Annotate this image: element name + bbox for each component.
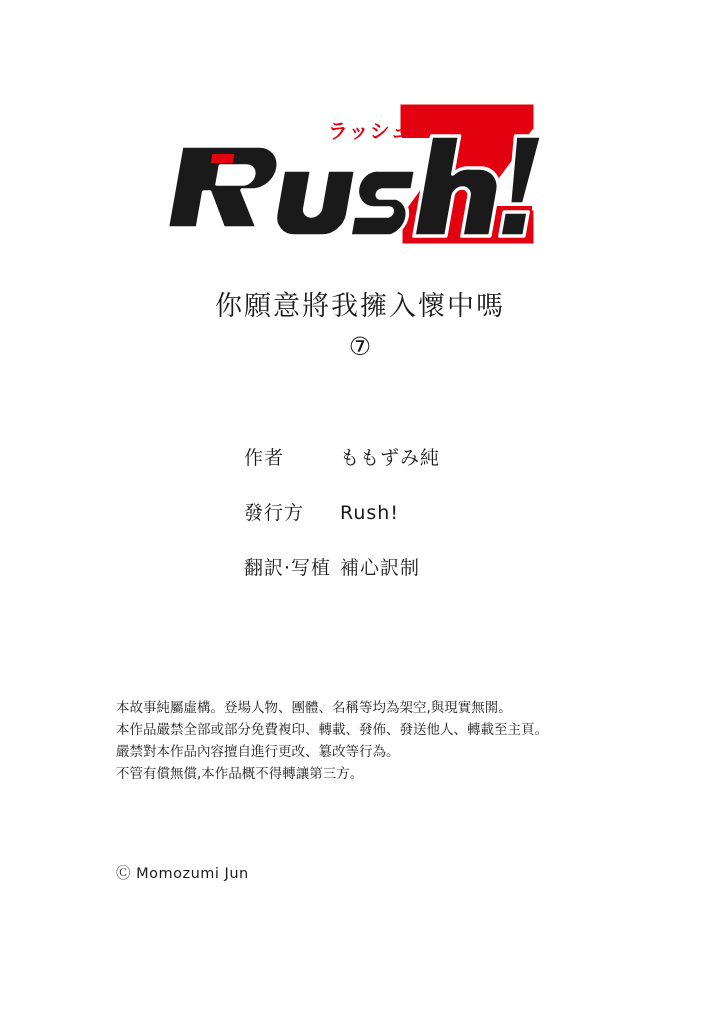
credit-label-translation: 翻訳·写植 xyxy=(244,557,332,579)
credit-row-author xyxy=(0,443,720,470)
credit-label-publisher: 發行方 xyxy=(244,502,305,524)
copyright-text: Ⓒ Momozumi Jun xyxy=(116,866,249,882)
katakana-text: ラッシュ xyxy=(328,119,412,143)
notice-line-3: 嚴禁對本作品內容擅自進行更改、簒改等行為。 xyxy=(116,743,400,760)
notice-line-2: 本作品嚴禁全部或部分免費複印、轉載、發佈、發送他人、轉載至主頁。 xyxy=(116,721,548,738)
credit-value-publisher: Rush! xyxy=(340,502,399,524)
credit-row-translation xyxy=(0,553,720,580)
notice-line-4: 不管有償無償,本作品概不得轉讓第三方。 xyxy=(116,765,364,782)
credits-list xyxy=(0,443,720,608)
volume-number: ⑦ xyxy=(348,331,372,361)
credit-row-publisher xyxy=(0,498,720,525)
legal-notice xyxy=(116,698,636,785)
credit-label-author: 作者 xyxy=(244,447,285,469)
credit-value-author: ももずみ純 xyxy=(340,447,441,469)
rush-z-logo xyxy=(0,88,720,258)
page-title: 你願意將我擁入懷中嗎 xyxy=(215,291,505,322)
rush-z-logo-graphic xyxy=(150,88,570,258)
title-block xyxy=(0,290,720,361)
notice-line-1: 本故事純屬虛構。登場人物、團體、名稱等均為架空,與現實無閞。 xyxy=(116,700,512,716)
credit-value-translation: 補心訳制 xyxy=(340,557,421,579)
